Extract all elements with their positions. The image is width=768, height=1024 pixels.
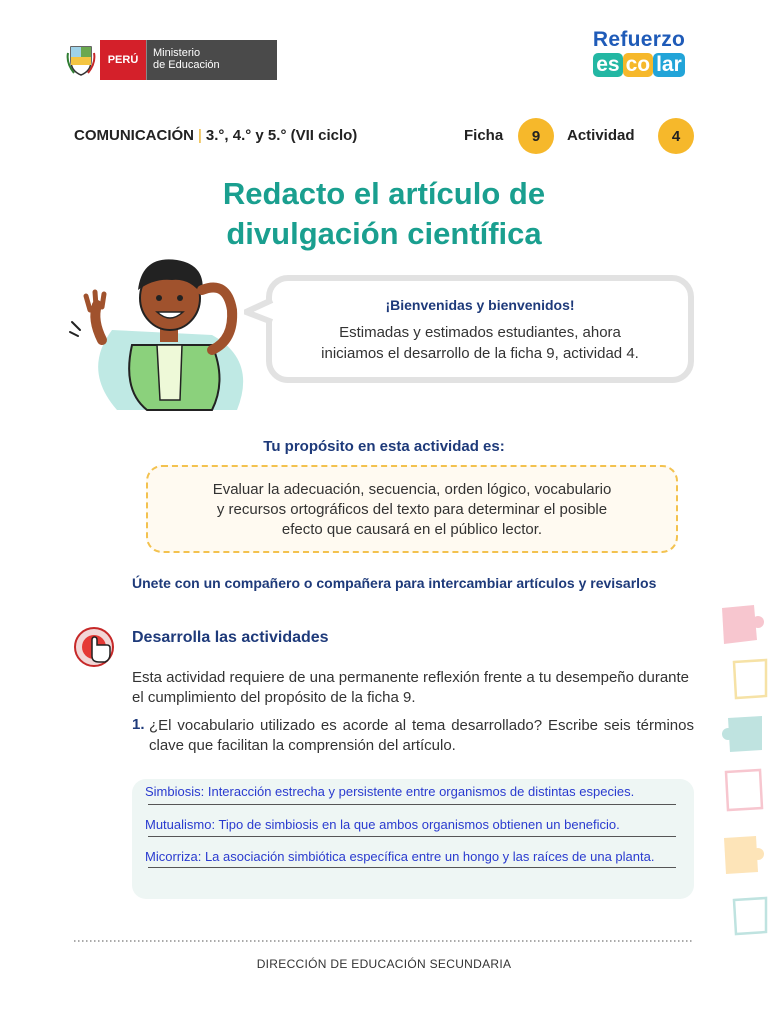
title-line-2: divulgación científica	[226, 216, 542, 251]
question-number: 1.	[132, 716, 145, 733]
purpose-title: Tu propósito en esta actividad es:	[263, 438, 505, 455]
header-dotted-divider	[74, 100, 694, 104]
question-text: ¿El vocabulario utilizado es acorde al tema desarrollado? Escribe seis términos clave que facilitan la comprensión del artículo.	[149, 717, 694, 754]
coat-of-arms-icon	[62, 40, 100, 80]
title-line-1: Redacto el artículo de	[222, 176, 546, 211]
answer-rule-2	[148, 836, 676, 837]
ficha-label: Ficha	[464, 127, 504, 144]
footer-dotted-divider	[74, 940, 694, 942]
actividad-number-badge: 4	[658, 118, 694, 154]
brand-segment-2: co	[623, 53, 654, 77]
pairing-instruction: Únete con un compañero o compañera para intercambiar artículos y revisarlos	[132, 575, 657, 591]
welcome-line-1: Estimadas y estimados estudiantes, ahora	[339, 324, 621, 341]
answer-line-3[interactable]: Micorriza: La asociación simbiótica específica entre un hongo y las raíces de una planta.	[145, 849, 655, 864]
brand-segment-3: lar	[653, 53, 685, 77]
purpose-line-2: y recursos ortográficos del texto para determinar el posible	[216, 501, 608, 518]
refuerzo-escolar-logo	[584, 28, 694, 88]
answer-rule-3	[148, 867, 676, 868]
ministry-line-1: Ministerio	[153, 47, 201, 59]
actividad-label: Actividad	[567, 127, 635, 144]
welcome-message	[284, 322, 676, 364]
activities-heading: Desarrolla las actividades	[132, 629, 329, 646]
activities-intro: Esta actividad requiere de una permanente reflexión frente a tu desempeño durante el cumplimiento del propósito de la ficha 9.	[132, 669, 690, 706]
subject-name: COMUNICACIÓN	[74, 127, 194, 144]
answer-line-2[interactable]: Mutualismo: Tipo de simbiosis en la que ambos organismos obtienen un beneficio.	[145, 817, 620, 832]
brand-segment-1: es	[593, 53, 622, 77]
brand-top-text: Refuerzo	[592, 28, 686, 51]
ministry-label	[146, 40, 277, 80]
brand-bottom-text	[593, 53, 685, 77]
speech-bubble-tail	[244, 296, 274, 326]
government-logo	[62, 40, 277, 80]
ficha-number-badge: 9	[518, 118, 554, 154]
welcome-line-2: iniciamos el desarrollo de la ficha 9, actividad 4.	[321, 345, 639, 362]
subject-line	[74, 127, 357, 144]
page-title	[120, 174, 648, 254]
peru-label: PERÚ	[100, 40, 146, 80]
purpose-line-3: efecto que causará en el público lector.	[281, 521, 543, 538]
purpose-line-1: Evaluar la adecuación, secuencia, orden lógico, vocabulario	[212, 481, 612, 498]
footer-text: DIRECCIÓN DE EDUCACIÓN SECUNDARIA	[256, 957, 512, 971]
answer-line-1[interactable]: Simbiosis: Interacción estrecha y persistente entre organismos de distintas especies.	[145, 784, 635, 799]
subject-separator: |	[198, 127, 202, 144]
grade-levels: 3.°, 4.° y 5.° (VII ciclo)	[205, 127, 358, 144]
student-character-illustration	[62, 250, 262, 415]
ministry-line-2: de Educación	[153, 59, 220, 71]
decorative-puzzle-pieces	[712, 600, 768, 950]
touch-hand-icon	[72, 626, 120, 668]
welcome-heading: ¡Bienvenidas y bienvenidos!	[385, 297, 575, 313]
answer-rule-1	[148, 804, 676, 805]
purpose-text	[160, 480, 664, 540]
